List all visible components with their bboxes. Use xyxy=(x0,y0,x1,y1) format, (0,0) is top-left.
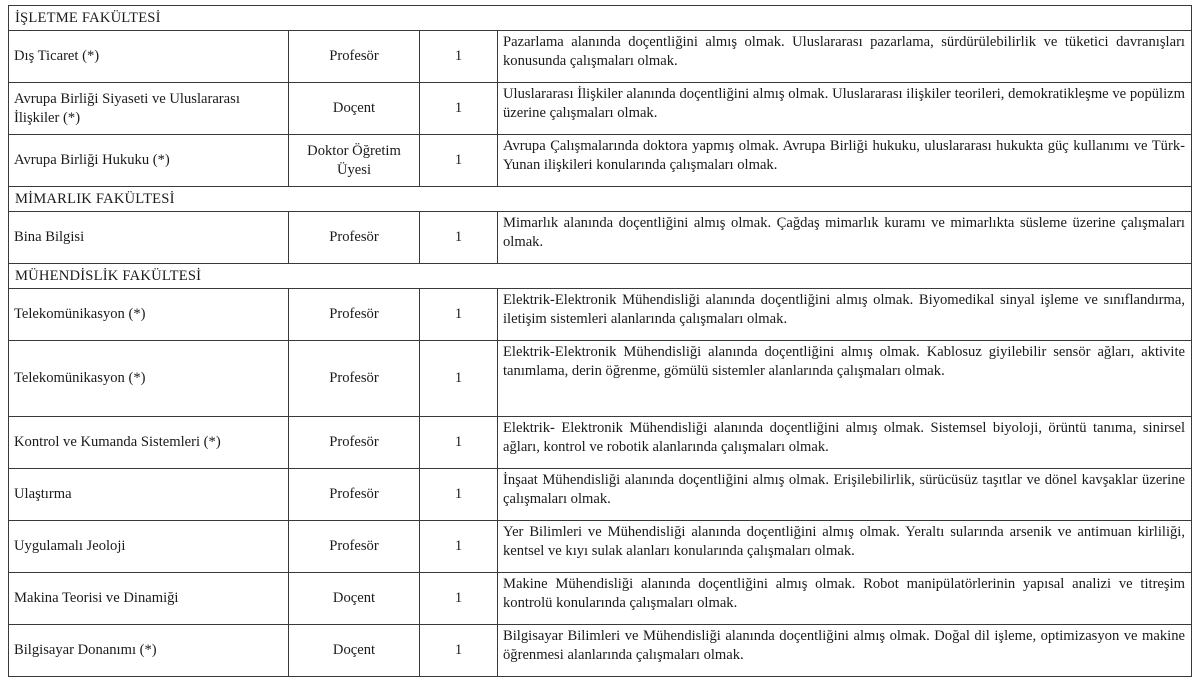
table-row xyxy=(9,289,1192,341)
faculty-positions-table xyxy=(8,5,1192,677)
description-cell: Mimarlık alanında doçentliğini almış olmak. Çağdaş mimarlık kuramı ve mimarlıkta süsleme üzerine çalışmaları olmak. xyxy=(498,212,1192,264)
faculty-name: İŞLETME FAKÜLTESİ xyxy=(9,6,1192,31)
table-row xyxy=(9,341,1192,417)
count-cell: 1 xyxy=(420,573,498,625)
count-cell: 1 xyxy=(420,625,498,677)
faculty-header-row xyxy=(9,187,1192,212)
title-cell: Doçent xyxy=(289,625,420,677)
table-row xyxy=(9,212,1192,264)
description-cell: Elektrik- Elektronik Mühendisliği alanında doçentliğini almış olmak. Sistemsel biyoloji, örüntü tanıma, sinirsel ağları, kontrol ve robotik alanlarında çalışmaları olmak. xyxy=(498,417,1192,469)
description-cell: Uluslararası İlişkiler alanında doçentliğini almış olmak. Uluslararası ilişkiler teorileri, demokratikleşme ve popülizm üzerine çalışmaları olmak. xyxy=(498,83,1192,135)
title-cell: Profesör xyxy=(289,212,420,264)
table-row xyxy=(9,135,1192,187)
department-cell: Makina Teorisi ve Dinamiği xyxy=(9,573,289,625)
description-cell: Elektrik-Elektronik Mühendisliği alanında doçentliğini almış olmak. Kablosuz giyilebilir sensör ağları, aktivite tanımlama, derin öğrenme, gömülü sistemler alanlarında çalışmaları olmak. xyxy=(498,341,1192,417)
department-cell: Uygulamalı Jeoloji xyxy=(9,521,289,573)
count-cell: 1 xyxy=(420,289,498,341)
department-cell: Ulaştırma xyxy=(9,469,289,521)
table-row xyxy=(9,521,1192,573)
table-row xyxy=(9,83,1192,135)
table-row xyxy=(9,417,1192,469)
title-cell: Profesör xyxy=(289,31,420,83)
department-cell: Avrupa Birliği Hukuku (*) xyxy=(9,135,289,187)
description-cell: Makine Mühendisliği alanında doçentliğini almış olmak. Robot manipülatörlerinin yapısal analizi ve titreşim kontrolü konularında çalışmaları olmak. xyxy=(498,573,1192,625)
faculty-name: MİMARLIK FAKÜLTESİ xyxy=(9,187,1192,212)
title-cell: Profesör xyxy=(289,417,420,469)
count-cell: 1 xyxy=(420,521,498,573)
title-cell: Doçent xyxy=(289,83,420,135)
table-row xyxy=(9,625,1192,677)
department-cell: Avrupa Birliği Siyaseti ve Uluslararası İlişkiler (*) xyxy=(9,83,289,135)
count-cell: 1 xyxy=(420,31,498,83)
faculty-name: MÜHENDİSLİK FAKÜLTESİ xyxy=(9,264,1192,289)
title-cell: Doçent xyxy=(289,573,420,625)
description-cell: Pazarlama alanında doçentliğini almış olmak. Uluslararası pazarlama, sürdürülebilirlik ve tüketici davranışları konusunda çalışmaları olmak. xyxy=(498,31,1192,83)
table-row xyxy=(9,469,1192,521)
count-cell: 1 xyxy=(420,212,498,264)
department-cell: Bina Bilgisi xyxy=(9,212,289,264)
description-cell: Elektrik-Elektronik Mühendisliği alanında doçentliğini almış olmak. Biyomedikal sinyal işleme ve sınıflandırma, iletişim sistemleri alanlarında çalışmaları olmak. xyxy=(498,289,1192,341)
title-cell: Profesör xyxy=(289,341,420,417)
department-cell: Bilgisayar Donanımı (*) xyxy=(9,625,289,677)
title-cell: Profesör xyxy=(289,469,420,521)
table-row xyxy=(9,31,1192,83)
department-cell: Telekomünikasyon (*) xyxy=(9,289,289,341)
count-cell: 1 xyxy=(420,135,498,187)
title-cell: Doktor Öğretim Üyesi xyxy=(289,135,420,187)
department-cell: Telekomünikasyon (*) xyxy=(9,341,289,417)
table-row xyxy=(9,573,1192,625)
count-cell: 1 xyxy=(420,417,498,469)
description-cell: Bilgisayar Bilimleri ve Mühendisliği alanında doçentliğini almış olmak. Doğal dil işleme, optimizasyon ve makine öğrenmesi alanlarında çalışmaları olmak. xyxy=(498,625,1192,677)
count-cell: 1 xyxy=(420,469,498,521)
faculty-header-row xyxy=(9,6,1192,31)
description-cell: Yer Bilimleri ve Mühendisliği alanında doçentliğini almış olmak. Yeraltı sularında arsenik ve antimuan kirliliği, kentsel ve kıyı sulak alanları konularında çalışmaları olmak. xyxy=(498,521,1192,573)
description-cell: Avrupa Çalışmalarında doktora yapmış olmak. Avrupa Birliği hukuku, uluslararası hukukta güç kullanımı ve Türk-Yunan ilişkileri konularında çalışmaları olmak. xyxy=(498,135,1192,187)
count-cell: 1 xyxy=(420,341,498,417)
faculty-header-row xyxy=(9,264,1192,289)
count-cell: 1 xyxy=(420,83,498,135)
department-cell: Dış Ticaret (*) xyxy=(9,31,289,83)
title-cell: Profesör xyxy=(289,521,420,573)
description-cell: İnşaat Mühendisliği alanında doçentliğini almış olmak. Erişilebilirlik, sürücüsüz taşıtlar ve dönel kavşaklar üzerine çalışmaları olmak. xyxy=(498,469,1192,521)
department-cell: Kontrol ve Kumanda Sistemleri (*) xyxy=(9,417,289,469)
title-cell: Profesör xyxy=(289,289,420,341)
